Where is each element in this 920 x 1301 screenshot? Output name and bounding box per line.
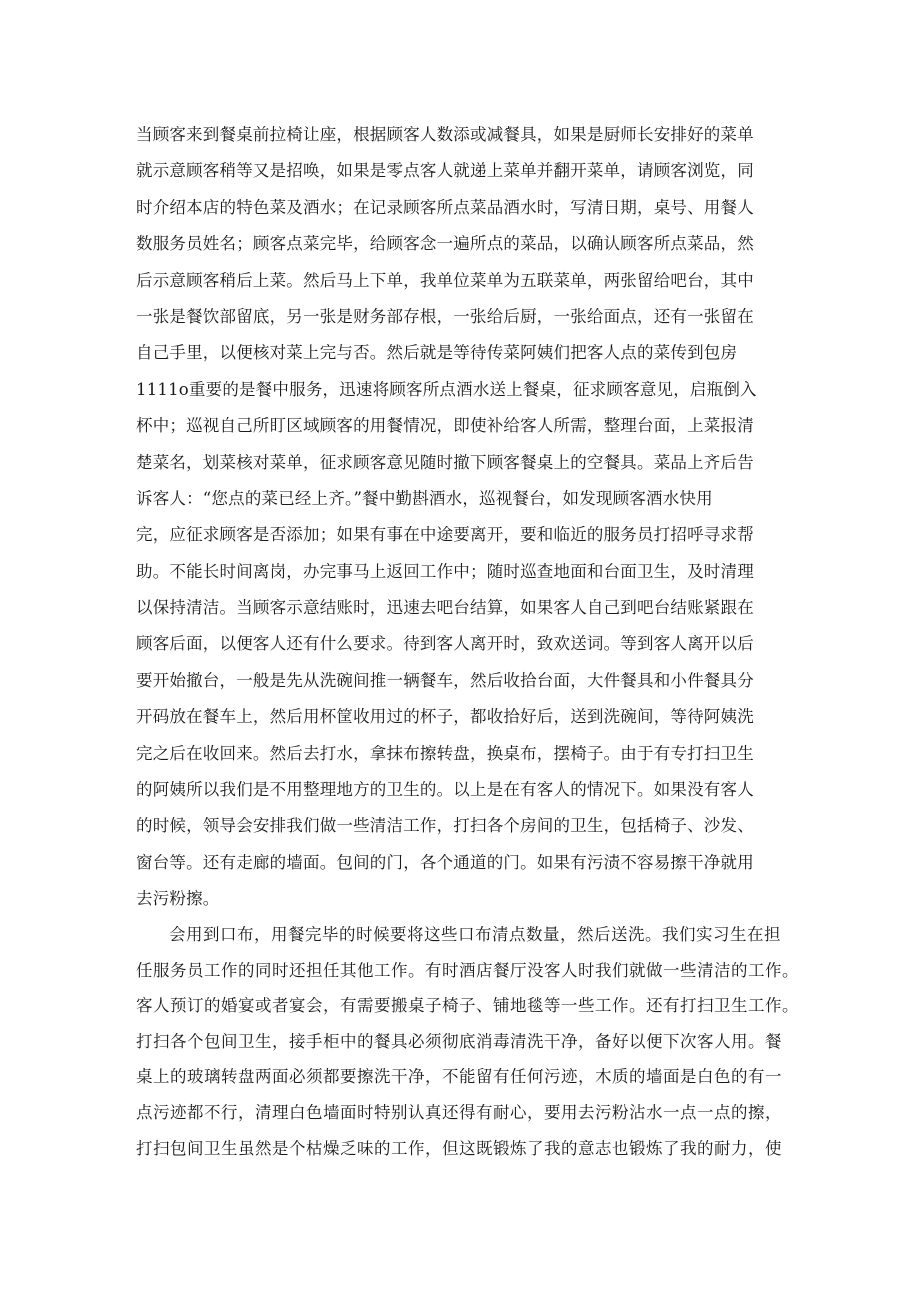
paragraph-intern-duties [136, 917, 799, 1166]
text-line: 诉客人：“您点的菜已经上齐。”餐中勤斟酒水，巡视餐台，如发现顾客酒水快用 [136, 488, 713, 508]
text-line: 自己手里，以便核对菜上完与否。然后就是等待传菜阿姨们把客人点的菜传到包房 [136, 343, 738, 363]
text-line: 后示意顾客稍后上菜。然后马上下单，我单位菜单为五联菜单，两张留给吧台，其中 [136, 270, 754, 290]
text-line: 开码放在餐车上，然后用杯筐收用过的杯子，都收拾好后，送到洗碗间，等待阿姨洗 [136, 707, 754, 727]
text-line: 窗台等。还有走廊的墙面。包间的门，各个通道的门。如果有污渍不容易擦干净就用 [136, 852, 754, 872]
text-line: 的阿姨所以我们是不用整理地方的卫生的。以上是在有客人的情况下。如果没有客人 [136, 780, 754, 800]
text-line: 打扫各个包间卫生，接手柜中的餐具必须彻底消毒清洗干净，备好以便下次客人用。餐 [136, 1031, 782, 1051]
paragraph-service-procedure [136, 117, 796, 918]
text-line-indented: 会用到口布，用餐完毕的时候要将这些口布清点数量，然后送洗。我们实习生在担 [169, 925, 781, 944]
text-line: 时介绍本店的特色菜及酒水；在记录顾客所点菜品酒水时，写清日期，桌号、用餐人 [136, 197, 754, 217]
text-line: 助。不能长时间离岗，办完事马上返回工作中；随时巡查地面和台面卫生，及时清理 [136, 561, 754, 581]
text-line: 要开始撤台，一般是先从洗碗间推一辆餐车，然后收拾台面，大件餐具和小件餐具分 [136, 670, 754, 690]
text-line: 1111o重要的是餐中服务，迅速将顾客所点酒水送上餐桌，征求顾客意见，启瓶倒入 [136, 379, 757, 399]
text-line: 顾客后面，以便客人还有什么要求。待到客人离开时，致欢送词。等到客人离开以后 [136, 634, 754, 654]
text-line: 完之后在收回来。然后去打水，拿抹布擦转盘，换桌布，摆椅子。由于有专打扫卫生 [136, 743, 754, 763]
text-line: 一张是餐饮部留底，另一张是财务部存根，一张给后厨，一张给面点，还有一张留在 [136, 306, 754, 326]
text-line: 点污迹都不行，清理白色墙面时特别认真还得有耐心，要用去污粉沾水一点一点的擦， [136, 1102, 782, 1122]
text-line: 当顾客来到餐桌前拉椅让座，根据顾客人数添或减餐具，如果是厨师长安排好的菜单 [136, 125, 754, 144]
text-line: 完，应征求顾客是否添加；如果有事在中途要离开，要和临近的服务员打招呼寻求帮 [136, 525, 754, 545]
text-line: 去污粉擦。 [136, 889, 220, 909]
text-line: 任服务员工作的同时还担任其他工作。有时酒店餐厅没客人时我们就做一些清洁的工作。 [136, 960, 799, 980]
text-line: 打扫包间卫生虽然是个枯燥乏味的工作，但这既锻炼了我的意志也锻炼了我的耐力，使 [136, 1138, 782, 1158]
text-line: 以保持清洁。当顾客示意结账时，迅速去吧台结算，如果客人自己到吧台结账紧跟在 [136, 598, 754, 618]
text-line: 客人预订的婚宴或者宴会，有需要搬桌子椅子、铺地毯等一些工作。还有打扫卫生工作。 [136, 996, 799, 1016]
text-line: 桌上的玻璃转盘两面必须都要擦洗干净，不能留有任何污迹，木质的墙面是白色的有一 [136, 1067, 782, 1087]
text-line: 数服务员姓名；顾客点菜完毕，给顾客念一遍所点的菜品，以确认顾客所点菜品，然 [136, 234, 754, 254]
text-line: 的时候，领导会安排我们做一些清洁工作，打扫各个房间的卫生，包括椅子、沙发、 [136, 816, 754, 836]
text-line: 杯中；巡视自己所盯区域顾客的用餐情况，即使补给客人所需，整理台面，上菜报清 [136, 416, 754, 436]
text-line: 楚菜名，划菜核对菜单，征求顾客意见随时撤下顾客餐桌上的空餐具。菜品上齐后告 [136, 452, 754, 472]
text-line: 就示意顾客稍等又是招唤，如果是零点客人就递上菜单并翻开菜单，请顾客浏览，同 [136, 161, 754, 181]
